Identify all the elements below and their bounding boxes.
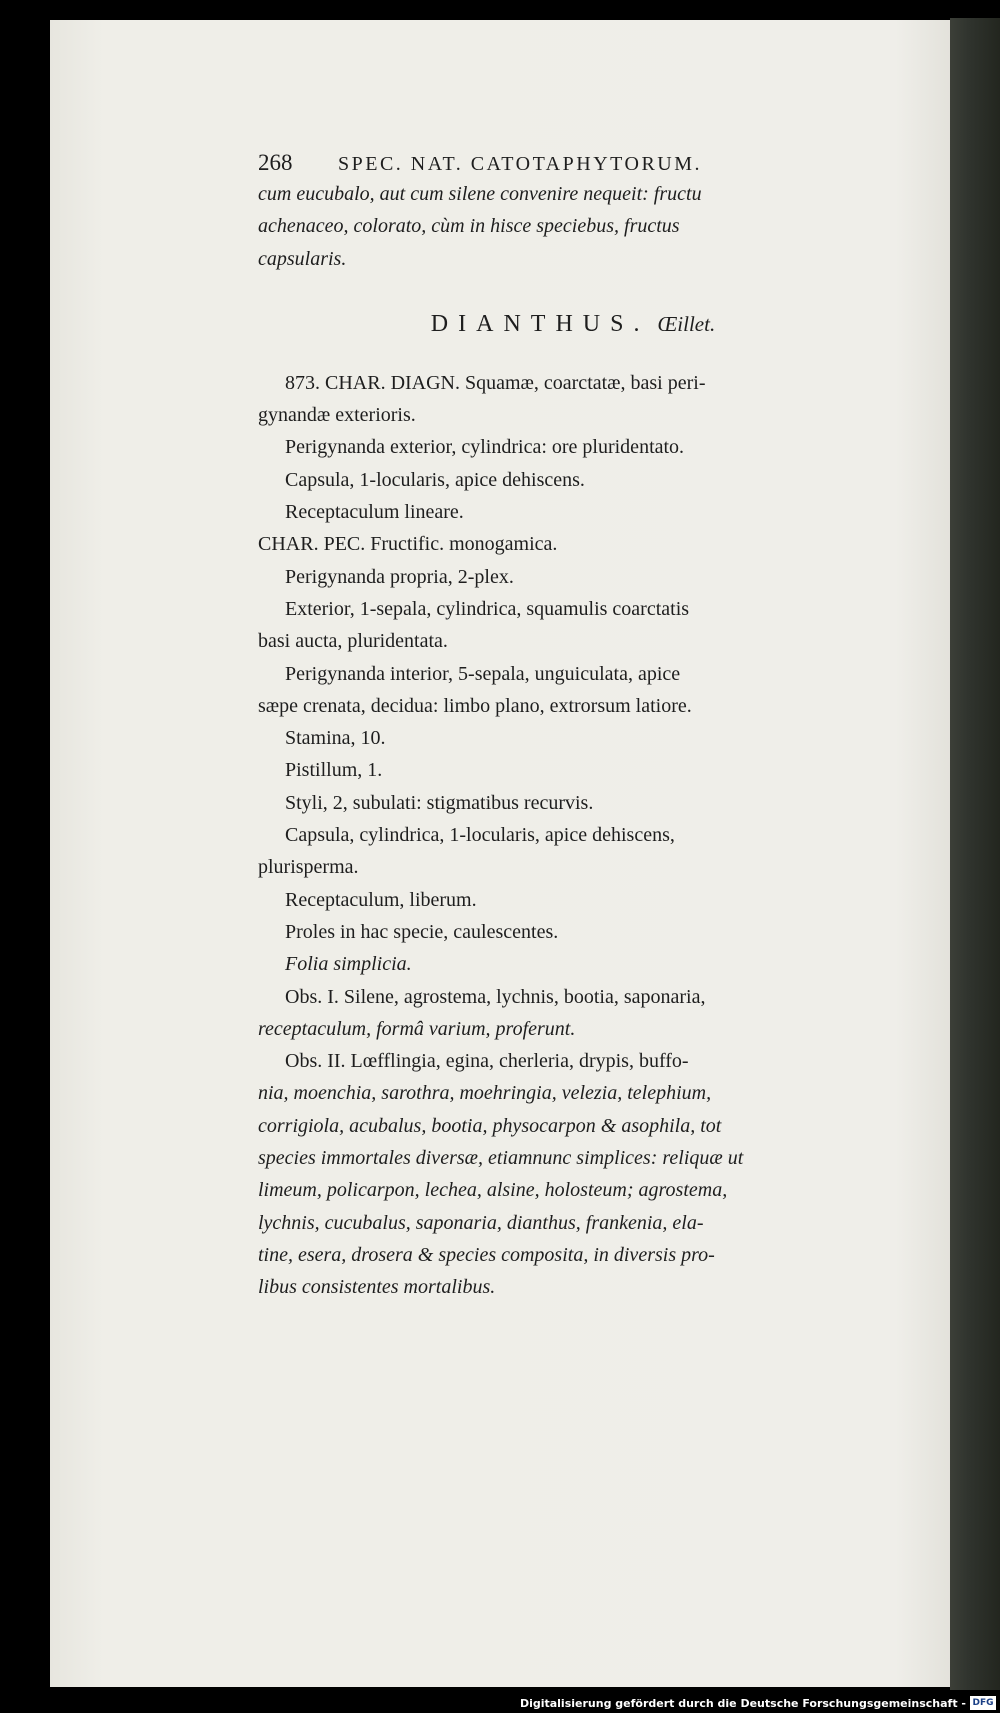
section-title: [258, 309, 888, 339]
body-line: Perigynanda exterior, cylindrica: ore pluridentato.: [285, 436, 685, 459]
body-line: nia, moenchia, sarothra, moehringia, velezia, telephium,: [258, 1082, 712, 1105]
body-line: receptaculum, formâ varium, proferunt.: [258, 1017, 576, 1040]
body-line: tine, esera, drosera & species composita, in diversis pro-: [258, 1243, 715, 1266]
body-line: Obs. I. Silene, agrostema, lychnis, bootia, saponaria,: [285, 985, 706, 1008]
page-text: [258, 150, 888, 1304]
body-line: species immortales diversæ, etiamnunc simplices: reliquæ ut: [258, 1147, 744, 1170]
intro-line: cum eucubalo, aut cum silene convenire nequeit: fructu: [258, 183, 702, 205]
body-line: limeum, policarpon, lechea, alsine, holosteum; agrostema,: [258, 1179, 728, 1202]
body-line: Proles in hac specie, caulescentes.: [285, 920, 559, 943]
body-line: lychnis, cucubalus, saponaria, dianthus, frankenia, ela-: [258, 1211, 704, 1234]
page-number: 268: [258, 150, 293, 175]
body-line: CHAR. PEC. Fructific. monogamica.: [258, 533, 558, 556]
book-edge: [950, 18, 1000, 1690]
french-name: Œillet.: [657, 311, 716, 336]
body-line: 873. CHAR. DIAGN. Squamæ, coarctatæ, basi peri-: [285, 371, 706, 394]
footer-credit: Digitalisierung gefördert durch die Deutsche Forschungsgemeinschaft -: [519, 1697, 966, 1710]
body-line: basi aucta, pluridentata.: [258, 630, 448, 653]
body-line: Exterior, 1-sepala, cylindrica, squamulis coarctatis: [285, 597, 690, 620]
body-line: Stamina, 10.: [285, 727, 386, 750]
body-line: Styli, 2, subulati: stigmatibus recurvis.: [285, 791, 594, 814]
intro-line: capsularis.: [258, 247, 347, 270]
body-line: Perigynanda interior, 5-sepala, unguiculata, apice: [285, 662, 681, 685]
body-line: Receptaculum lineare.: [285, 501, 464, 524]
body-line: plurisperma.: [258, 856, 359, 879]
body-line: Receptaculum, liberum.: [285, 888, 477, 911]
intro-line: achenaceo, colorato, cùm in hisce speciebus, fructus: [258, 215, 680, 238]
body-line: Obs. II. Lœfflingia, egina, cherleria, drypis, buffo-: [285, 1050, 689, 1073]
body-line: sæpe crenata, decidua: limbo plano, extrorsum latiore.: [258, 694, 692, 717]
genus-title: DIANTHUS.: [430, 310, 650, 337]
dfg-logo-icon: DFG: [970, 1696, 996, 1710]
body-line: corrigiola, acubalus, bootia, physocarpon & asophila, tot: [258, 1114, 722, 1137]
body-line: Perigynanda propria, 2-plex.: [285, 565, 514, 588]
page-header: [258, 150, 888, 178]
body-line: gynandæ exterioris.: [258, 404, 416, 427]
body-line: Capsula, cylindrica, 1-locularis, apice dehiscens,: [285, 824, 675, 847]
running-title: SPEC. NAT. CATOTAPHYTORUM.: [338, 153, 703, 175]
body-line: Capsula, 1-locularis, apice dehiscens.: [285, 468, 585, 491]
body-line: Pistillum, 1.: [285, 759, 383, 782]
body-line: Folia simplicia.: [285, 953, 412, 976]
body-line: libus consistentes mortalibus.: [258, 1276, 496, 1299]
digitization-footer: [0, 1694, 1000, 1713]
